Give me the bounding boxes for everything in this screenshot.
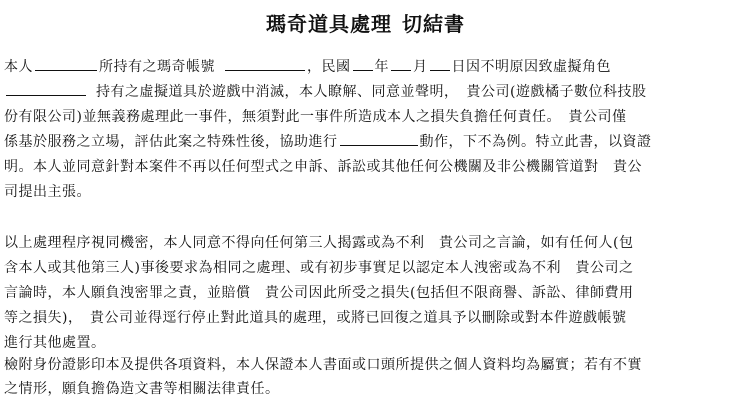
p1-line-5: 明。本人並同意針對本案件不再以任何型式之申訴、訴訟或其他任何公機關及非公機關管道對 貴公 — [4, 159, 642, 175]
character-blank — [6, 83, 86, 96]
p1-line-2 — [4, 81, 728, 101]
year-blank — [353, 58, 373, 71]
p1-line-6: 司提出主張。 — [4, 184, 91, 200]
name-blank — [35, 58, 97, 71]
text: 年 — [374, 59, 389, 75]
title-sub: 切結書 — [402, 12, 465, 36]
text: 貴公司(遊戲橘子數位科技股 — [466, 84, 647, 100]
text: 月 — [413, 59, 428, 75]
p2-line-2: 含本人或其他第三人)事後要求為相同之處理、或有初步事實足以認定本人洩密或為不利 貴公司之 — [4, 260, 634, 276]
p2-line-4: 等之損失)， 貴公司並得逕行停止對此道具的處理，或將已回復之道具予以刪除或對本件遊戲帳號 — [4, 310, 627, 326]
action-blank — [340, 133, 418, 146]
p1-line-3: 份有限公司)並無義務處理此一事件，無須對此一事件所造成本人之損失負擔任何責任。 貴公司僅 — [4, 109, 627, 125]
text: ，民國 — [307, 59, 351, 75]
text: 動作，下不為例。特立此書，以資證 — [419, 134, 652, 150]
p1-line-4 — [4, 131, 728, 151]
title-main: 瑪奇道具處理 — [266, 12, 392, 36]
p2-line-3: 言論時，本人願負洩密罪之責，並賠償 貴公司因此所受之損失(包括但不限商譽、訴訟、律師費用 — [4, 285, 634, 301]
text: 本人 — [4, 59, 33, 75]
month-blank — [391, 58, 411, 71]
p3-line-2: 之情形，願負擔偽造文書等相關法律責任。 — [4, 381, 280, 397]
p1-line-1 — [4, 56, 728, 76]
p2-line-1: 以上處理程序視同機密，本人同意不得向任何第三人揭露或為不利 貴公司之言論，如有任何人(包 — [4, 235, 634, 251]
p3-line-1: 檢附身份證影印本及提供各項資料，本人保證本人書面或口頭所提供之個人資料均為屬實；若有不實 — [4, 357, 642, 373]
account-blank — [225, 58, 305, 71]
text: 所持有之瑪奇帳號 — [99, 59, 215, 75]
p2-line-5: 進行其他處置。 — [4, 335, 106, 351]
text: 日因不明原因致虛擬角色 — [451, 59, 611, 75]
text: 係基於服務之立場，評估此案之特殊性後，協助進行 — [4, 134, 338, 150]
text: 持有之虛擬道具於遊戲中消滅，本人瞭解、同意並聲明， — [96, 84, 459, 100]
day-blank — [430, 58, 450, 71]
document-title — [0, 8, 731, 37]
